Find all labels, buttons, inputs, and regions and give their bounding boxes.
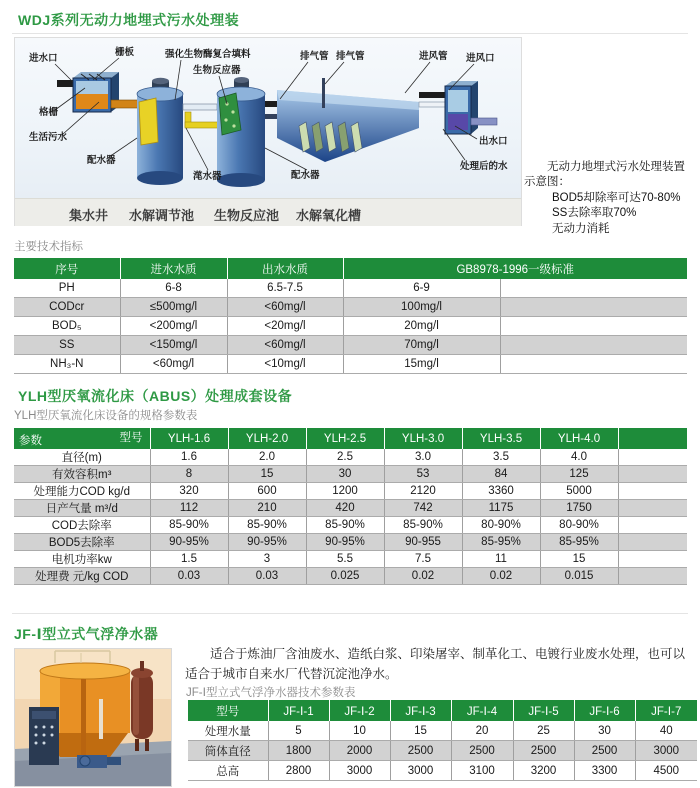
header-cell: 序号 bbox=[14, 258, 120, 279]
table1-label: 主要技术指标 bbox=[14, 241, 83, 253]
data-cell: 11 bbox=[462, 551, 540, 568]
table-row bbox=[14, 258, 687, 279]
corner-param-label: 参数 bbox=[19, 435, 42, 447]
caption-collection-well: 集水井 bbox=[69, 208, 109, 223]
data-cell: PH bbox=[14, 279, 120, 298]
table-row bbox=[14, 483, 687, 500]
data-cell: 3360 bbox=[462, 483, 540, 500]
header-cell: 出水水质 bbox=[227, 258, 343, 279]
data-cell: 70mg/l bbox=[343, 336, 500, 355]
empty-header-cell bbox=[618, 428, 687, 449]
data-cell: 8 bbox=[150, 466, 228, 483]
table-row bbox=[188, 761, 697, 781]
empty-cell bbox=[618, 534, 687, 551]
data-cell: 420 bbox=[306, 500, 384, 517]
data-cell: 1800 bbox=[268, 741, 329, 761]
side-note-item: BOD5却除率可达70-80% bbox=[552, 191, 681, 204]
data-cell: NH₃-N bbox=[14, 355, 120, 374]
data-cell: 1200 bbox=[306, 483, 384, 500]
diagram-label: 进风管 bbox=[419, 51, 448, 62]
water-quality-table bbox=[14, 258, 687, 374]
data-cell: 90-955 bbox=[384, 534, 462, 551]
data-cell: <200mg/l bbox=[120, 317, 227, 336]
header-cell: YLH-2.5 bbox=[306, 428, 384, 449]
data-cell: 0.015 bbox=[540, 568, 618, 585]
data-cell: <60mg/l bbox=[120, 355, 227, 374]
data-cell: 30 bbox=[574, 721, 635, 741]
data-cell: 20 bbox=[451, 721, 513, 741]
empty-cell bbox=[500, 317, 687, 336]
data-cell: 3.0 bbox=[384, 449, 462, 466]
data-cell: 80-90% bbox=[462, 517, 540, 534]
data-cell: 15mg/l bbox=[343, 355, 500, 374]
diagram-label: 生活污水 bbox=[29, 132, 68, 143]
side-note-intro: 无动力地埋式污水处理装置示意图： bbox=[524, 161, 685, 189]
ylh-spec-table bbox=[14, 428, 687, 585]
data-cell: 2.0 bbox=[228, 449, 306, 466]
row-label-cell: BOD5去除率 bbox=[14, 534, 150, 551]
data-cell: 15 bbox=[228, 466, 306, 483]
data-cell: 90-95% bbox=[228, 534, 306, 551]
data-cell: 3000 bbox=[329, 761, 390, 781]
data-cell: 1.5 bbox=[150, 551, 228, 568]
data-cell: 100mg/l bbox=[343, 298, 500, 317]
data-cell: 0.03 bbox=[228, 568, 306, 585]
row-label-cell: 电机功率kw bbox=[14, 551, 150, 568]
row-label-cell: 总高 bbox=[188, 761, 268, 781]
data-cell: 4500 bbox=[635, 761, 697, 781]
header-cell: YLH-2.0 bbox=[228, 428, 306, 449]
data-cell: 2500 bbox=[451, 741, 513, 761]
data-cell: 85-90% bbox=[384, 517, 462, 534]
row-label-cell: 筒体直径 bbox=[188, 741, 268, 761]
data-cell: 1175 bbox=[462, 500, 540, 517]
header-cell: YLH-4.0 bbox=[540, 428, 618, 449]
data-cell: 80-90% bbox=[540, 517, 618, 534]
data-cell: 0.025 bbox=[306, 568, 384, 585]
data-cell: 20mg/l bbox=[343, 317, 500, 336]
table-row bbox=[14, 317, 687, 336]
empty-cell bbox=[500, 336, 687, 355]
empty-cell bbox=[618, 551, 687, 568]
row-label-cell: 日产气量 m³/d bbox=[14, 500, 150, 517]
data-cell: 85-95% bbox=[540, 534, 618, 551]
data-cell: 15 bbox=[540, 551, 618, 568]
table-row bbox=[188, 700, 697, 721]
empty-cell bbox=[500, 279, 687, 298]
data-cell: 0.03 bbox=[150, 568, 228, 585]
data-cell: 2500 bbox=[513, 741, 574, 761]
data-cell: 2500 bbox=[574, 741, 635, 761]
empty-cell bbox=[618, 466, 687, 483]
caption-hydrolysis-tank: 水解调节池 bbox=[129, 208, 195, 223]
data-cell: 15 bbox=[390, 721, 451, 741]
data-cell: <150mg/l bbox=[120, 336, 227, 355]
table-row bbox=[14, 568, 687, 585]
empty-cell bbox=[618, 449, 687, 466]
data-cell: 10 bbox=[329, 721, 390, 741]
row-label-cell: 有效容积m³ bbox=[14, 466, 150, 483]
data-cell: 3100 bbox=[451, 761, 513, 781]
side-note-item: 无动力消耗 bbox=[552, 222, 610, 235]
header-cell: JF-Ⅰ-3 bbox=[390, 700, 451, 721]
header-cell: JF-Ⅰ-5 bbox=[513, 700, 574, 721]
empty-cell bbox=[500, 355, 687, 374]
table-row bbox=[14, 500, 687, 517]
diagram-caption-strip bbox=[15, 198, 521, 226]
empty-cell bbox=[618, 500, 687, 517]
data-cell: 5.5 bbox=[306, 551, 384, 568]
data-cell: CODcr bbox=[14, 298, 120, 317]
row-label-cell: COD去除率 bbox=[14, 517, 150, 534]
diagram-label: 强化生物酶复合填料 bbox=[165, 49, 251, 60]
table-row bbox=[188, 741, 697, 761]
header-cell: JF-Ⅰ-4 bbox=[451, 700, 513, 721]
data-cell: 2500 bbox=[390, 741, 451, 761]
data-cell: ≤500mg/l bbox=[120, 298, 227, 317]
diagram-label: 排气管 bbox=[300, 51, 329, 62]
diagram-label: 生物反应器 bbox=[193, 65, 241, 76]
data-cell: 3.5 bbox=[462, 449, 540, 466]
data-cell: 112 bbox=[150, 500, 228, 517]
caption-oxidation-tank: 水解氧化槽 bbox=[296, 208, 362, 223]
empty-cell bbox=[500, 298, 687, 317]
data-cell: 1750 bbox=[540, 500, 618, 517]
header-cell: JF-Ⅰ-1 bbox=[268, 700, 329, 721]
table-row bbox=[14, 336, 687, 355]
table-row bbox=[14, 298, 687, 317]
diagram-label: 处理后的水 bbox=[460, 161, 508, 172]
data-cell: 125 bbox=[540, 466, 618, 483]
table-row bbox=[188, 721, 697, 741]
corner-model-label: 型号 bbox=[119, 432, 143, 444]
table-row bbox=[14, 279, 687, 298]
diagram-pointer-lines bbox=[15, 38, 521, 198]
data-cell: BOD₅ bbox=[14, 317, 120, 336]
data-cell: 85-90% bbox=[228, 517, 306, 534]
side-note bbox=[524, 160, 696, 237]
data-cell: 3000 bbox=[635, 741, 697, 761]
header-cell: JF-Ⅰ-2 bbox=[329, 700, 390, 721]
table3-label: JF-Ⅰ型立式气浮净水器技术参数表 bbox=[186, 687, 356, 699]
data-cell: 742 bbox=[384, 500, 462, 517]
diagram-label: 格栅 bbox=[39, 107, 59, 118]
corner-cell bbox=[14, 428, 150, 449]
table-row bbox=[14, 534, 687, 551]
header-cell: JF-Ⅰ-6 bbox=[574, 700, 635, 721]
data-cell: 0.02 bbox=[462, 568, 540, 585]
diagram-label: 出水口 bbox=[479, 136, 508, 147]
header-cell: YLH-3.5 bbox=[462, 428, 540, 449]
data-cell: <20mg/l bbox=[227, 317, 343, 336]
equipment-photo bbox=[14, 648, 172, 787]
data-cell: 84 bbox=[462, 466, 540, 483]
row-label-cell: 处理能力COD kg/d bbox=[14, 483, 150, 500]
divider bbox=[12, 33, 688, 34]
table-row bbox=[14, 449, 687, 466]
diagram-label: 排气管 bbox=[336, 51, 365, 62]
section1-title: WDJ系列无动力地埋式污水处理装 bbox=[18, 12, 240, 28]
data-cell: 0.02 bbox=[384, 568, 462, 585]
data-cell: 6-8 bbox=[120, 279, 227, 298]
data-cell: 2120 bbox=[384, 483, 462, 500]
header-cell: GB8978-1996一级标准 bbox=[343, 258, 687, 279]
data-cell: <60mg/l bbox=[227, 298, 343, 317]
data-cell: 600 bbox=[228, 483, 306, 500]
data-cell: 90-95% bbox=[150, 534, 228, 551]
row-label-cell: 直径(m) bbox=[14, 449, 150, 466]
diagram-label: 滗水器 bbox=[193, 171, 222, 182]
data-cell: 7.5 bbox=[384, 551, 462, 568]
empty-cell bbox=[618, 568, 687, 585]
data-cell: 2800 bbox=[268, 761, 329, 781]
data-cell: 40 bbox=[635, 721, 697, 741]
data-cell: 5 bbox=[268, 721, 329, 741]
jf-spec-table bbox=[188, 700, 697, 781]
data-cell: 3000 bbox=[390, 761, 451, 781]
caption-bio-reactor-tank: 生物反应池 bbox=[214, 208, 280, 223]
data-cell: 85-90% bbox=[150, 517, 228, 534]
header-cell: YLH-3.0 bbox=[384, 428, 462, 449]
diagram-label: 进风口 bbox=[466, 53, 495, 64]
empty-cell bbox=[618, 483, 687, 500]
section2-title: YLH型厌氧流化床（ABUS）处理成套设备 bbox=[18, 388, 293, 404]
data-cell: 30 bbox=[306, 466, 384, 483]
data-cell: 4.0 bbox=[540, 449, 618, 466]
data-cell: <10mg/l bbox=[227, 355, 343, 374]
data-cell: 2.5 bbox=[306, 449, 384, 466]
table2-label: YLH型厌氧流化床设备的规格参数表 bbox=[14, 410, 198, 422]
data-cell: 2000 bbox=[329, 741, 390, 761]
data-cell: 3300 bbox=[574, 761, 635, 781]
table-row bbox=[14, 551, 687, 568]
empty-cell bbox=[618, 517, 687, 534]
process-diagram bbox=[14, 37, 522, 226]
table-row bbox=[14, 355, 687, 374]
section3-title: JF-Ⅰ型立式气浮净水器 bbox=[14, 626, 159, 642]
data-cell: 3200 bbox=[513, 761, 574, 781]
data-cell: 85-90% bbox=[306, 517, 384, 534]
divider bbox=[12, 613, 688, 614]
table-row bbox=[14, 428, 687, 449]
data-cell: 210 bbox=[228, 500, 306, 517]
diagram-label: 配水器 bbox=[291, 170, 320, 181]
header-cell: YLH-1.6 bbox=[150, 428, 228, 449]
photo-art bbox=[15, 649, 171, 786]
data-cell: SS bbox=[14, 336, 120, 355]
data-cell: 5000 bbox=[540, 483, 618, 500]
header-cell: 型号 bbox=[188, 700, 268, 721]
header-cell: JF-Ⅰ-7 bbox=[635, 700, 697, 721]
data-cell: 85-95% bbox=[462, 534, 540, 551]
row-label-cell: 处理水量 bbox=[188, 721, 268, 741]
data-cell: 53 bbox=[384, 466, 462, 483]
diagram-label: 栅板 bbox=[115, 47, 135, 58]
data-cell: 6.5-7.5 bbox=[227, 279, 343, 298]
section3-description: 适合于炼油厂含油废水、造纸白浆、印染屠宰、制革化工、电镀行业废水处理，也可以适合于城市自来水厂代替沉淀池净水。 bbox=[185, 647, 686, 681]
table-row bbox=[14, 517, 687, 534]
header-cell: 进水水质 bbox=[120, 258, 227, 279]
table-row bbox=[14, 466, 687, 483]
row-label-cell: 处理费 元/kg COD bbox=[14, 568, 150, 585]
data-cell: 6-9 bbox=[343, 279, 500, 298]
side-note-item: SS去除率取70% bbox=[552, 207, 637, 220]
data-cell: <60mg/l bbox=[227, 336, 343, 355]
data-cell: 25 bbox=[513, 721, 574, 741]
diagram-label: 配水器 bbox=[87, 155, 116, 166]
data-cell: 320 bbox=[150, 483, 228, 500]
diagram-label: 进水口 bbox=[29, 53, 58, 64]
data-cell: 90-95% bbox=[306, 534, 384, 551]
data-cell: 1.6 bbox=[150, 449, 228, 466]
data-cell: 3 bbox=[228, 551, 306, 568]
